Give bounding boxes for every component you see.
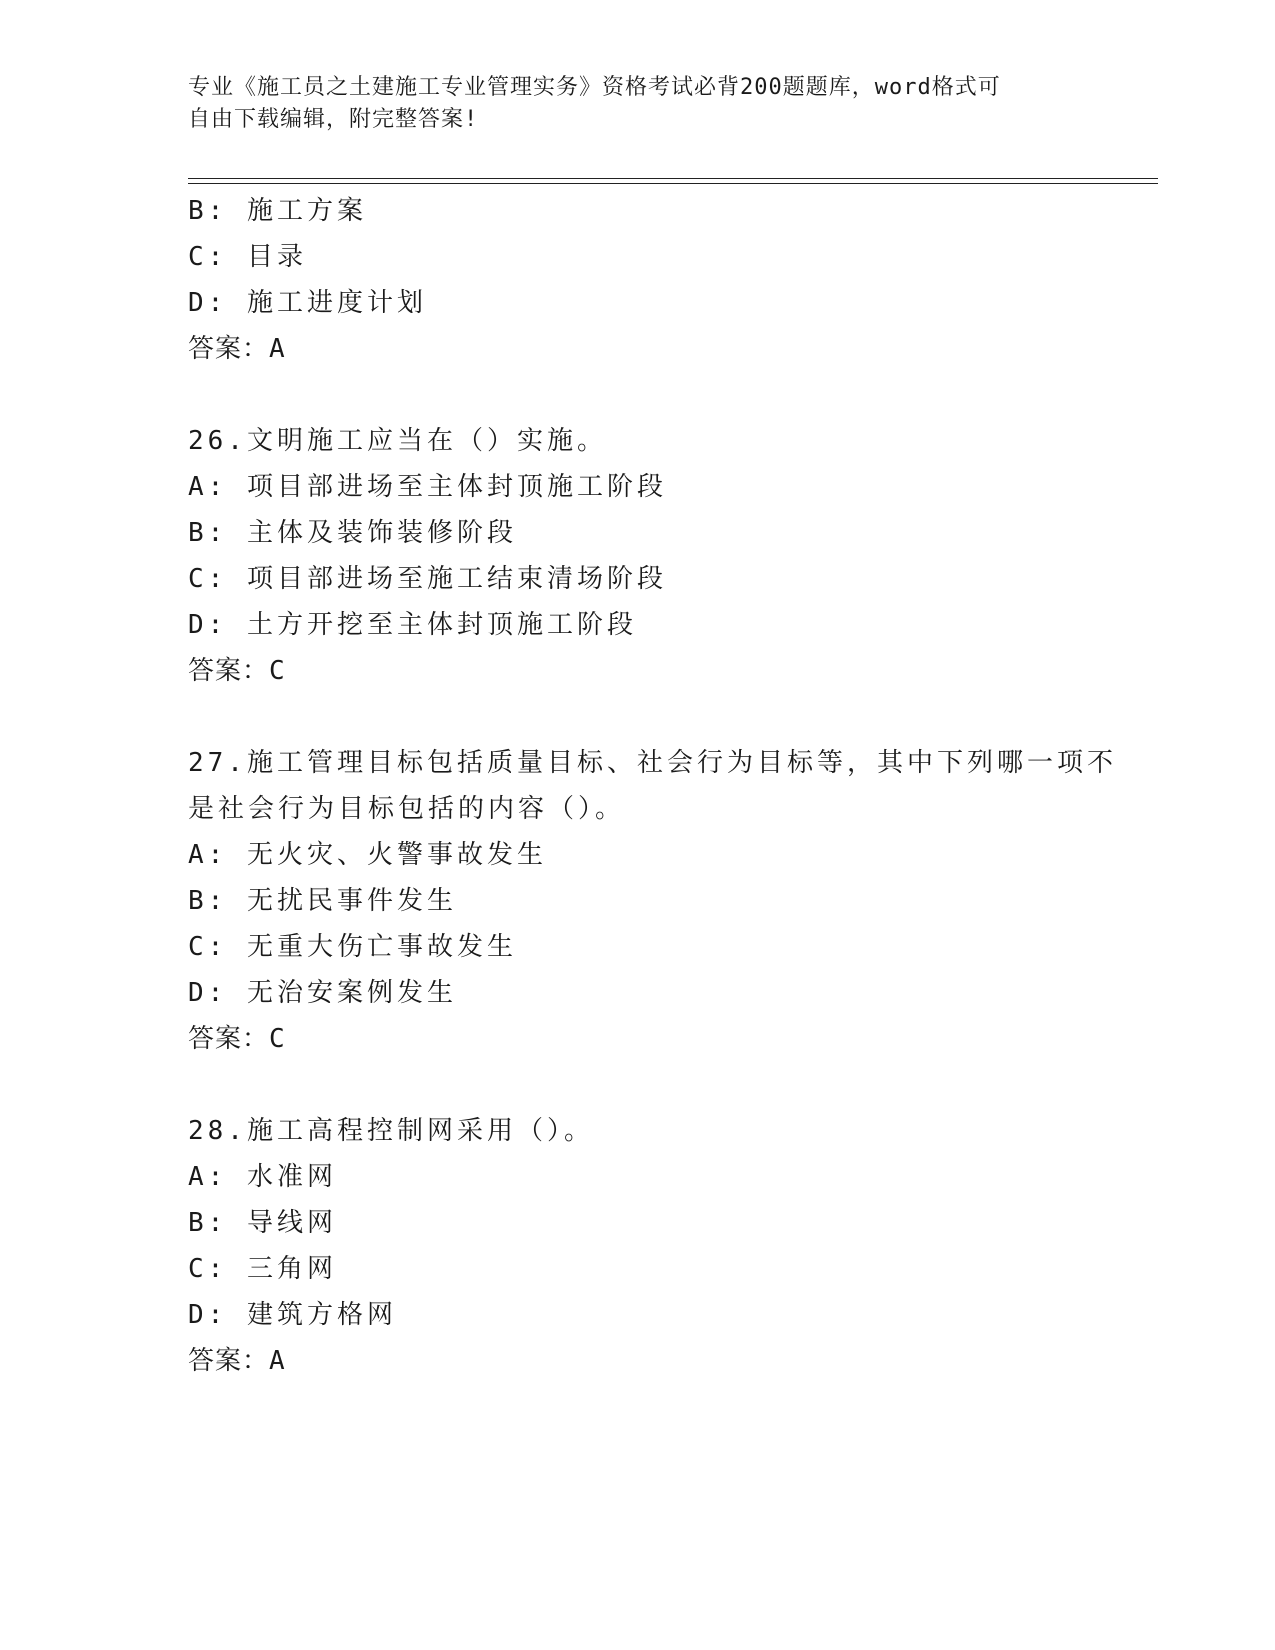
- header-divider-bottom: [188, 183, 1158, 184]
- answer: 答案：A: [188, 1346, 286, 1376]
- question-text: 28.施工高程控制网采用（）。: [188, 1116, 594, 1146]
- question-28: [188, 1108, 1168, 1384]
- option-d: D: 施工进度计划: [188, 288, 427, 318]
- option-b: B: 施工方案: [188, 196, 367, 226]
- question-26: [188, 418, 1168, 694]
- option-b: B: 主体及装饰装修阶段: [188, 518, 517, 548]
- option-a: A: 水准网: [188, 1162, 337, 1192]
- option-c: C: 无重大伤亡事故发生: [188, 932, 517, 962]
- answer: 答案：C: [188, 1024, 286, 1054]
- option-b: B: 无扰民事件发生: [188, 886, 457, 916]
- question-text-line-1: 27.施工管理目标包括质量目标、社会行为目标等，其中下列哪一项不: [188, 748, 1117, 778]
- option-c: C: 三角网: [188, 1254, 337, 1284]
- option-d: D: 无治安案例发生: [188, 978, 457, 1008]
- question-text-line-2: 是社会行为目标包括的内容（）。: [188, 794, 626, 824]
- header-line-2: 自由下载编辑，附完整答案!: [188, 107, 479, 132]
- question-text: 26.文明施工应当在（）实施。: [188, 426, 607, 456]
- option-a: A: 项目部进场至主体封顶施工阶段: [188, 472, 667, 502]
- option-b: B: 导线网: [188, 1208, 337, 1238]
- question-27: [188, 740, 1168, 1062]
- question-list: [188, 188, 1168, 1384]
- answer: 答案：A: [188, 334, 286, 364]
- document-header: [188, 72, 1088, 136]
- option-c: C: 项目部进场至施工结束清场阶段: [188, 564, 667, 594]
- answer: 答案：C: [188, 656, 286, 686]
- question-25-tail: [188, 188, 1168, 372]
- option-d: D: 建筑方格网: [188, 1300, 397, 1330]
- option-d: D: 土方开挖至主体封顶施工阶段: [188, 610, 637, 640]
- option-a: A: 无火灾、火警事故发生: [188, 840, 547, 870]
- option-c: C: 目录: [188, 242, 307, 272]
- header-divider-top: [188, 178, 1158, 179]
- header-line-1: 专业《施工员之土建施工专业管理实务》资格考试必背200题题库，word格式可: [188, 75, 1001, 100]
